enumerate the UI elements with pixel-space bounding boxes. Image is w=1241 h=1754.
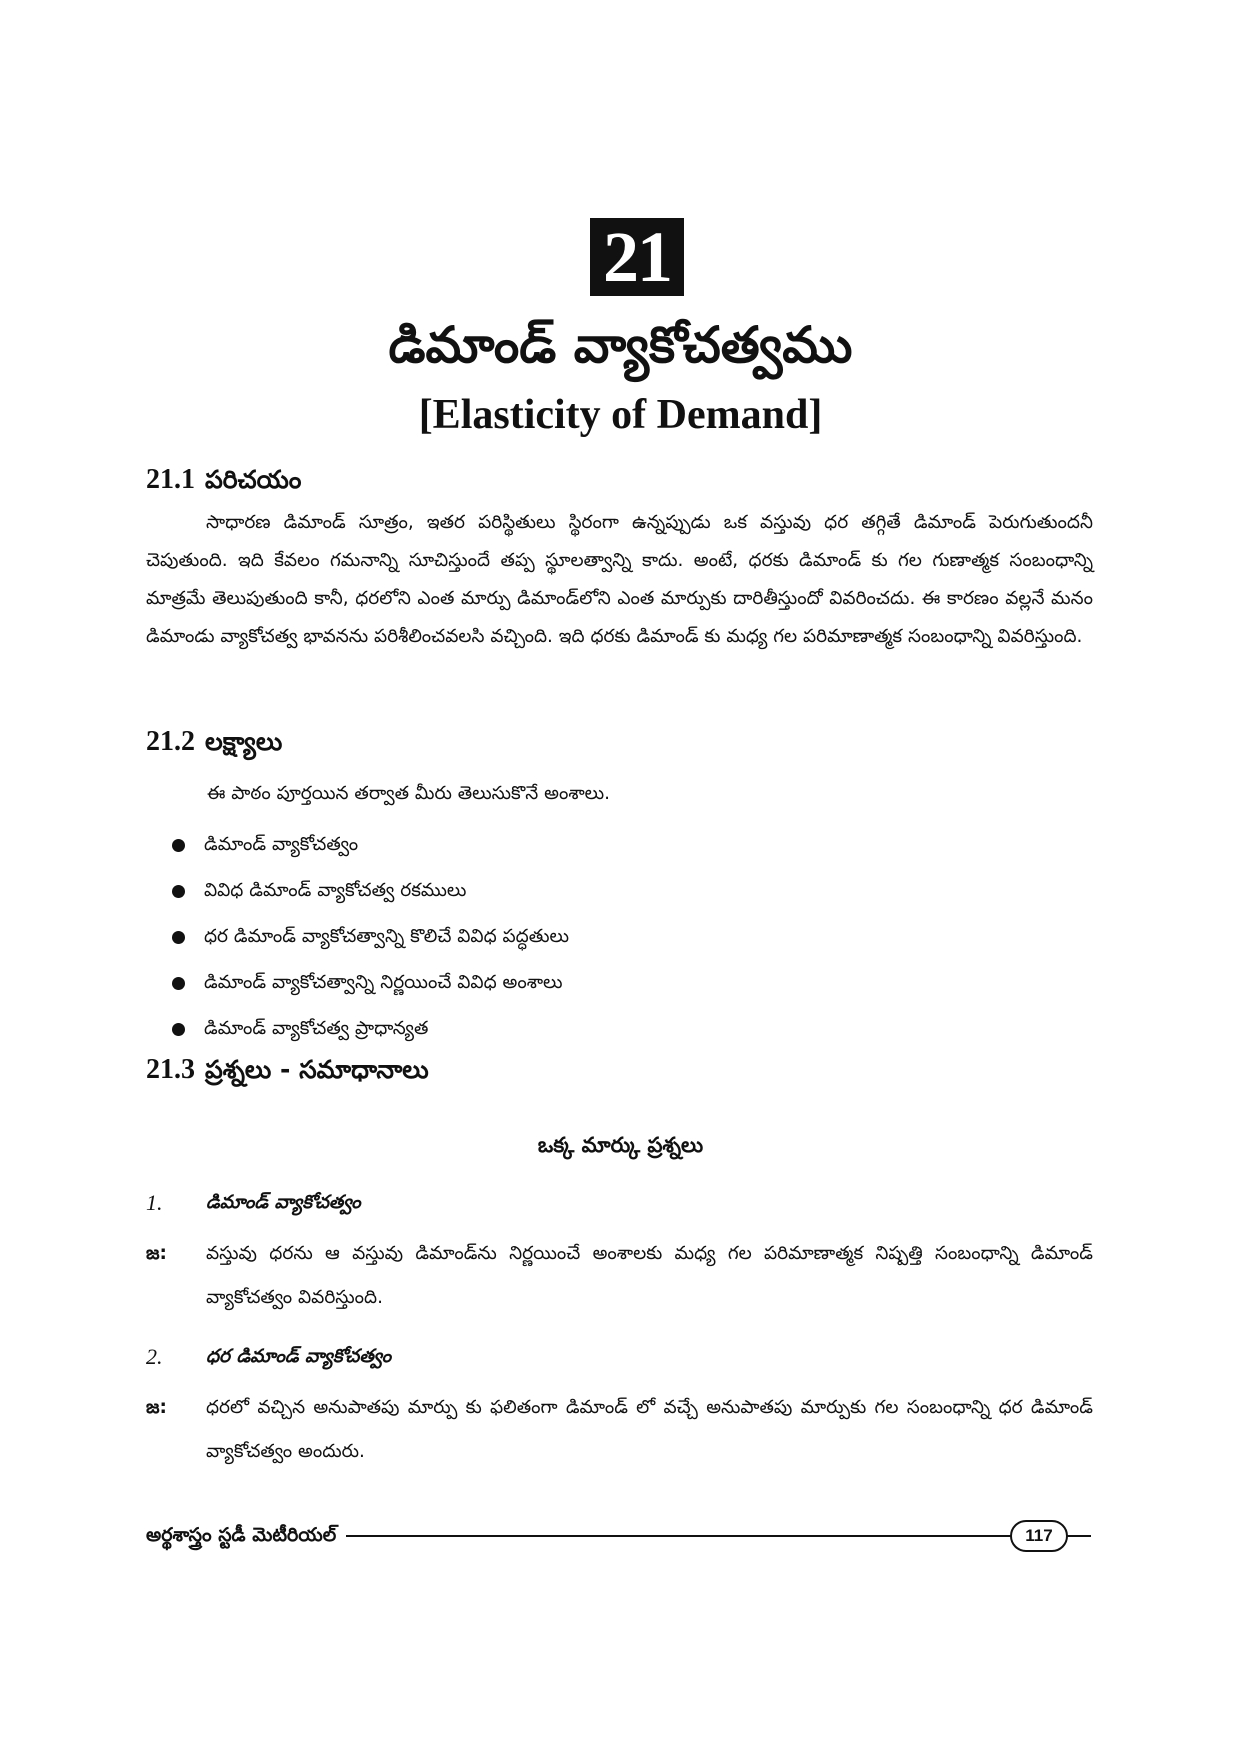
bullet-icon <box>172 931 185 944</box>
answer-label: జ: <box>146 1397 167 1418</box>
list-item-text: డిమాండ్ వ్యాకోచత్వం <box>204 834 359 855</box>
objectives-intro: ఈ పాఠం పూర్తయిన తర్వాత మీరు తెలుసుకొనే అంశాలు. <box>207 783 611 804</box>
bullet-icon <box>172 977 185 990</box>
answer-2 <box>146 1386 1093 1474</box>
chapter-subtitle: [Elasticity of Demand] <box>418 392 823 438</box>
list-item <box>172 914 1072 960</box>
list-item-text: డిమాండ్ వ్యాకోచత్వ ప్రాధాన్యత <box>204 1018 429 1039</box>
chapter-title: డిమాండ్ వ్యాకోచత్వము <box>388 316 853 374</box>
question-number: 2. <box>146 1344 163 1369</box>
introduction-paragraph: సాధారణ డిమాండ్ సూత్రం, ఇతర పరిస్థితులు స్థిరంగా ఉన్నప్పుడు ఒక వస్తువు ధర తగ్గితే డిమాండ్ పెరుగుతుందనీ చెపుతుంది. ఇది కేవలం గమనాన్ని సూచిస్తుందే తప్ప స్థూలత్వాన్ని కాదు. అంటే, ధరకు డిమాండ్ కు గల గుణాత్మక సంబంధాన్ని మాత్రమే తెలుపుతుంది కానీ, ధరలోని ఎంత మార్పు డిమాండ్‌లోని ఎంత మార్పుకు దారితీస్తుందో వివరించదు. ఈ కారణం వల్లనే మనం డిమాండు వ్యాకోచత్వ భావనను పరిశీలించవలసి వచ్చింది. ఇది ధరకు డిమాండ్ కు మధ్య గల పరిమాణాత్మక సంబంధాన్ని వివరిస్తుంది. <box>146 512 1093 647</box>
section-number: 21.3 <box>146 1054 195 1085</box>
answer-label: జ: <box>146 1243 167 1264</box>
one-mark-questions-heading: ఒక్క మార్కు ప్రశ్నలు <box>537 1133 704 1157</box>
question-text: ధర డిమాండ్ వ్యాకోచత్వం <box>206 1346 392 1367</box>
bullet-icon <box>172 1023 185 1036</box>
section-number: 21.2 <box>146 726 195 757</box>
page-number: 117 <box>1010 1520 1068 1552</box>
answer-1 <box>146 1232 1093 1320</box>
list-item-text: వివిధ డిమాండ్ వ్యాకోచత్వ రకములు <box>204 880 467 901</box>
section-heading-qa <box>146 1052 429 1088</box>
section-number: 21.1 <box>146 464 195 495</box>
list-item <box>172 960 1072 1006</box>
chapter-number: 21 <box>590 218 684 296</box>
list-item-text: డిమాండ్ వ్యాకోచత్వాన్ని నిర్ణయించే వివిధ అంశాలు <box>204 972 563 993</box>
question-number: 1. <box>146 1190 163 1215</box>
footer-book-title: అర్థశాస్త్రం స్టడీ మెటీరియల్ <box>146 1520 346 1550</box>
list-item <box>172 1006 1072 1052</box>
list-item <box>172 868 1072 914</box>
answer-text: వస్తువు ధరను ఆ వస్తువు డిమాండ్‌ను నిర్ణయించే అంశాలకు మధ్య గల పరిమాణాత్మక నిష్పత్తి సంబంధాన్ని డిమాండ్ వ్యాకోచత్వం వివరిస్తుంది. <box>206 1243 1093 1308</box>
bullet-icon <box>172 839 185 852</box>
list-item <box>172 822 1072 868</box>
section-title: పరిచయం <box>205 465 302 494</box>
list-item-text: ధర డిమాండ్ వ్యాకోచత్వాన్ని కొలిచే వివిధ పద్ధతులు <box>204 926 570 947</box>
section-heading-objectives <box>146 724 282 760</box>
question-text: డిమాండ్ వ్యాకోచత్వం <box>206 1192 361 1213</box>
section-title: ప్రశ్నలు - సమాధానాలు <box>205 1055 429 1084</box>
bullet-icon <box>172 885 185 898</box>
objectives-list <box>172 822 1072 1052</box>
section-title: లక్ష్యాలు <box>205 727 283 756</box>
section-heading-introduction <box>146 462 301 498</box>
answer-text: ధరలో వచ్చిన అనుపాతపు మార్పు కు ఫలితంగా డిమాండ్ లో వచ్చే అనుపాతపు మార్పుకు గల సంబంధాన్ని ధర డిమాండ్ వ్యాకోచత్వం అందురు. <box>206 1397 1093 1462</box>
